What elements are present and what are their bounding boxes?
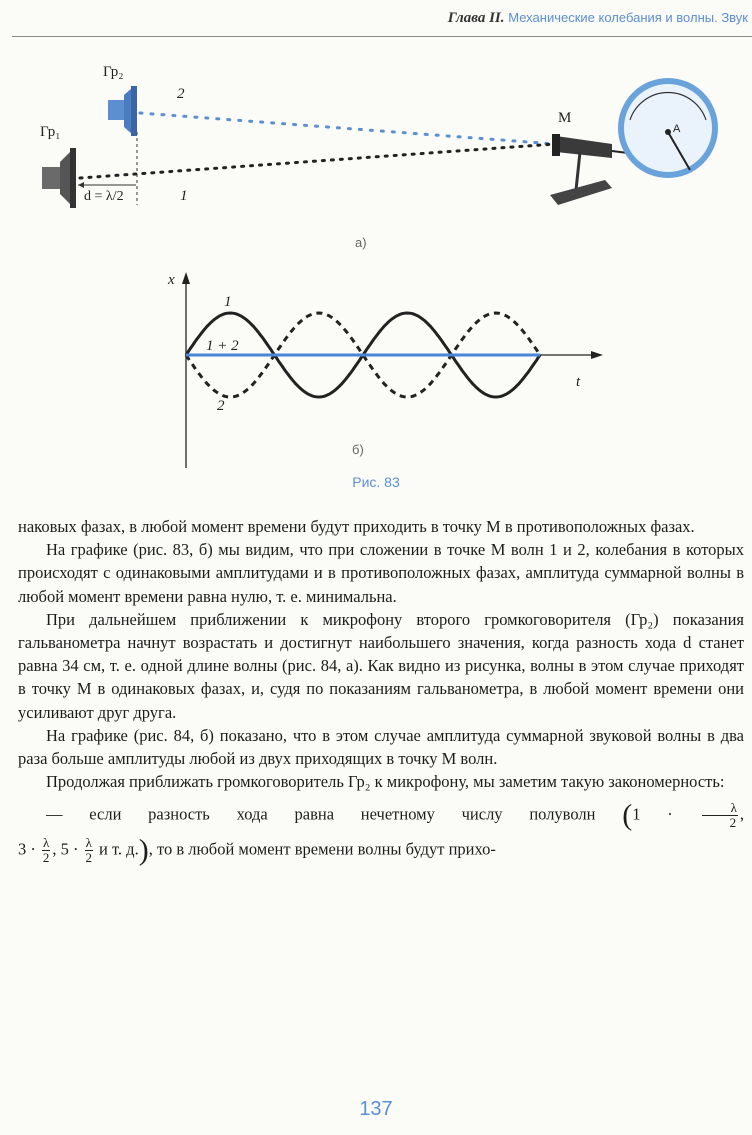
galvanometer-icon xyxy=(618,78,718,178)
microphone-icon xyxy=(550,134,628,205)
p6-five: 5 · xyxy=(60,839,79,859)
fraction-lambda-2b: $\frac{\lambda}{2}$ xyxy=(42,835,50,866)
fraction-lambda-2: $\frac{\lambda}{2}$ xyxy=(702,801,738,830)
chapter-label: Глава II. xyxy=(447,10,505,26)
speaker-gr2-icon xyxy=(108,86,137,136)
figure-caption: Рис. 83 xyxy=(352,474,400,490)
p6-start: — если разность хода равна нечетному числу полуволн xyxy=(46,804,596,824)
page-header xyxy=(0,0,752,38)
label-sum: 1 + 2 xyxy=(206,338,239,354)
paragraph-4: На графике (рис. 84, б) показано, что в этом случае амплитуда суммарной звуковой волны в два раза больше амплитуды любой из двух приходящих в точку М волн. xyxy=(18,725,744,769)
wave-path-2 xyxy=(140,113,555,144)
paragraph-2: На графике (рис. 83, б) мы видим, что при сложении в точке М волн 1 и 2, колебания в которых происходят с одинаковыми амплитудами и в противоположных фазах, амплитуда суммарной волны в любой момент времени равна нулю, т. е. минимальна. xyxy=(18,540,744,606)
galvanometer-label: A xyxy=(673,123,681,135)
fraction-lambda-2c: $\frac{\lambda}{2}$ xyxy=(85,835,92,866)
axis-t-label: t xyxy=(576,374,581,390)
p6-one: 1 · xyxy=(632,804,673,824)
paragraph-6-line-1: — если разность хода равна нечетному числу полуволн (1 · $\frac{\lambda}{2}$ , xyxy=(46,798,744,832)
figure-83-svg xyxy=(0,40,752,500)
wave-path-1 xyxy=(80,144,555,178)
label-wave-2-a: 2 xyxy=(177,86,185,102)
figure-83 xyxy=(0,40,752,500)
chapter-topic: Механические колебания и волны. Звук xyxy=(508,10,748,25)
paragraph-6-line-2: 3 · $\frac{\lambda}{2}$ , 5 · $\frac{\lambda}{2}$ и т. д.), то в любой момент времени волны будут прихо- xyxy=(18,833,496,867)
sublabel-a: а) xyxy=(355,235,367,250)
paren-open: ( xyxy=(622,798,633,832)
label-gr2: Гр₂ xyxy=(103,64,124,80)
label-mic: M xyxy=(558,110,572,126)
running-head xyxy=(448,10,748,27)
page-number: 137 xyxy=(359,1098,393,1120)
speaker-gr1-icon xyxy=(42,148,76,208)
axis-x-arrow xyxy=(182,272,190,284)
sublabel-b: б) xyxy=(352,442,364,457)
p6-three: 3 · xyxy=(18,839,36,859)
paragraph-3: При дальнейшем приближении к микрофону второго громкоговорителя (Гр₂) показания гальванометра начнут возрастать и достигнут наибольшего значения, когда разность хода d станет равна 34 см, т. е. одной длине волны (рис. 84, а). Как видно из рисунка, волны в этом случае приходят в точку М в одинаковых фазах, и, судя по показаниям гальванометра, в любой момент времени они усиливают друг друга. xyxy=(18,609,744,722)
distance-arrow-head xyxy=(78,182,84,188)
label-wave-1-b: 1 xyxy=(224,294,232,310)
axis-t-arrow xyxy=(591,351,603,359)
label-wave-2-b: 2 xyxy=(217,398,225,414)
body-text xyxy=(18,515,744,865)
paragraph-5: Продолжая приближать громкоговоритель Гр₂ к микрофону, мы заметим такую закономерность: xyxy=(46,772,725,792)
paren-close: ) xyxy=(138,833,149,867)
label-wave-1-a: 1 xyxy=(180,188,188,204)
p6-end: и т. д. xyxy=(99,839,139,859)
label-distance: d = λ/2 xyxy=(84,189,124,204)
label-gr1: Гр₁ xyxy=(40,124,61,140)
header-rule xyxy=(12,36,752,37)
axis-x-label: x xyxy=(168,272,175,288)
p6-tail: , то в любой момент времени волны будут прихо- xyxy=(148,839,496,859)
paragraph-1: наковых фазах, в любой момент времени будут приходить в точку М в противоположных фазах. xyxy=(18,517,695,536)
